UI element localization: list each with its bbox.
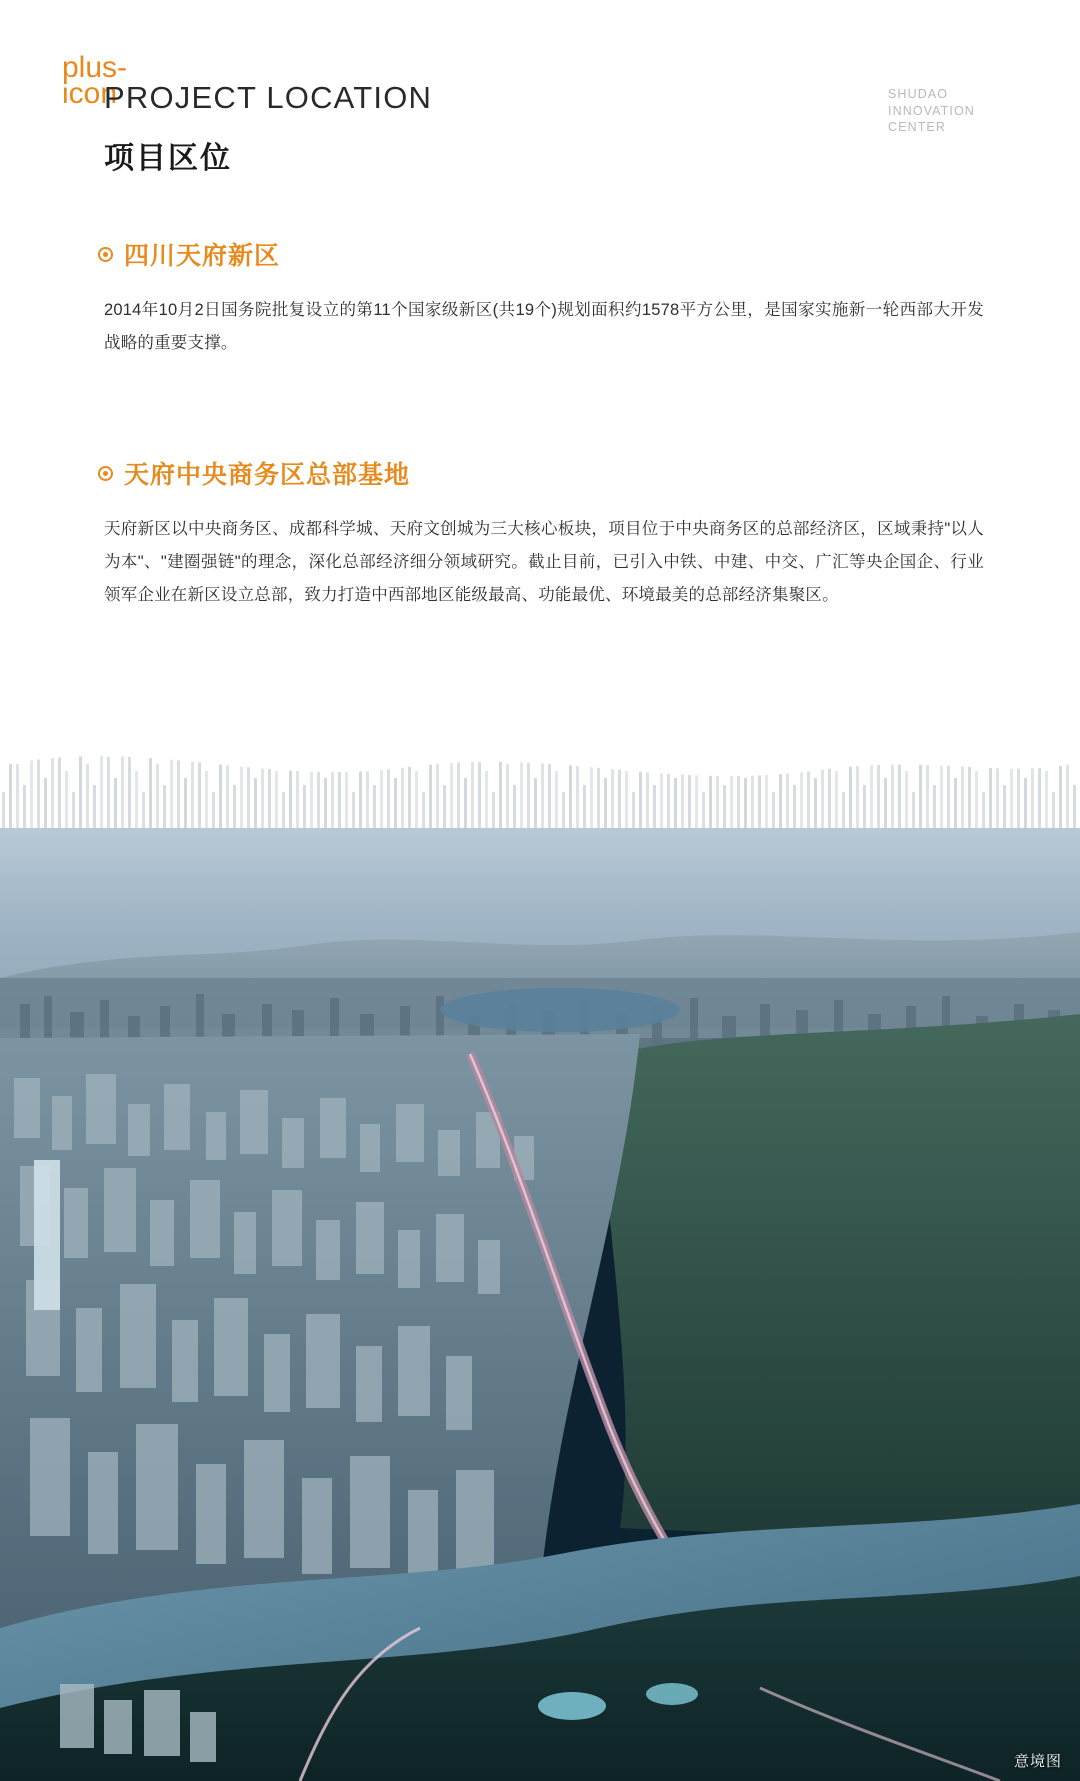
brand-logo xyxy=(888,86,1018,136)
section-header xyxy=(104,236,984,272)
bullet-ring-icon xyxy=(98,247,113,262)
brand-line-2: INNOVATION xyxy=(888,103,975,118)
page-title-cn: 项目区位 xyxy=(104,142,232,175)
section-body: 2014年10月2日国务院批复设立的第11个国家级新区(共19个)规划面积约1578平方公里，是国家实施新一轮西部大开发战略的重要支撑。 xyxy=(104,301,984,352)
section-title: 四川天府新区 xyxy=(124,242,281,270)
section-body: 天府新区以中央商务区、成都科学城、天府文创城为三大核心板块，项目位于中央商务区的总部经济区，区域秉持"以人为本"、"建圈强链"的理念，深化总部经济细分领域研究。截止目前，已引入中铁、中建、中交、广汇等央企国企、行业领军企业在新区设立总部，致力打造中西部地区能级最高、功能最优、环境最美的总部经济集聚区。 xyxy=(104,520,984,604)
section-title: 天府中央商务区总部基地 xyxy=(124,461,411,489)
section-cbd-headquarters xyxy=(104,455,984,612)
brand-line-3: CENTER xyxy=(888,120,946,134)
hero-image xyxy=(0,828,1080,1781)
section-sichuan-tianfu xyxy=(104,236,984,360)
bullet-ring-icon xyxy=(98,466,113,481)
image-caption: 意境图 xyxy=(1013,1753,1062,1770)
decorative-fringe xyxy=(0,726,1080,836)
section-header xyxy=(104,455,984,491)
page-title-en: PROJECT LOCATION xyxy=(104,80,433,115)
plus-icon: plus-icon xyxy=(62,51,128,110)
brand-line-1: SHUDAO xyxy=(888,87,949,101)
